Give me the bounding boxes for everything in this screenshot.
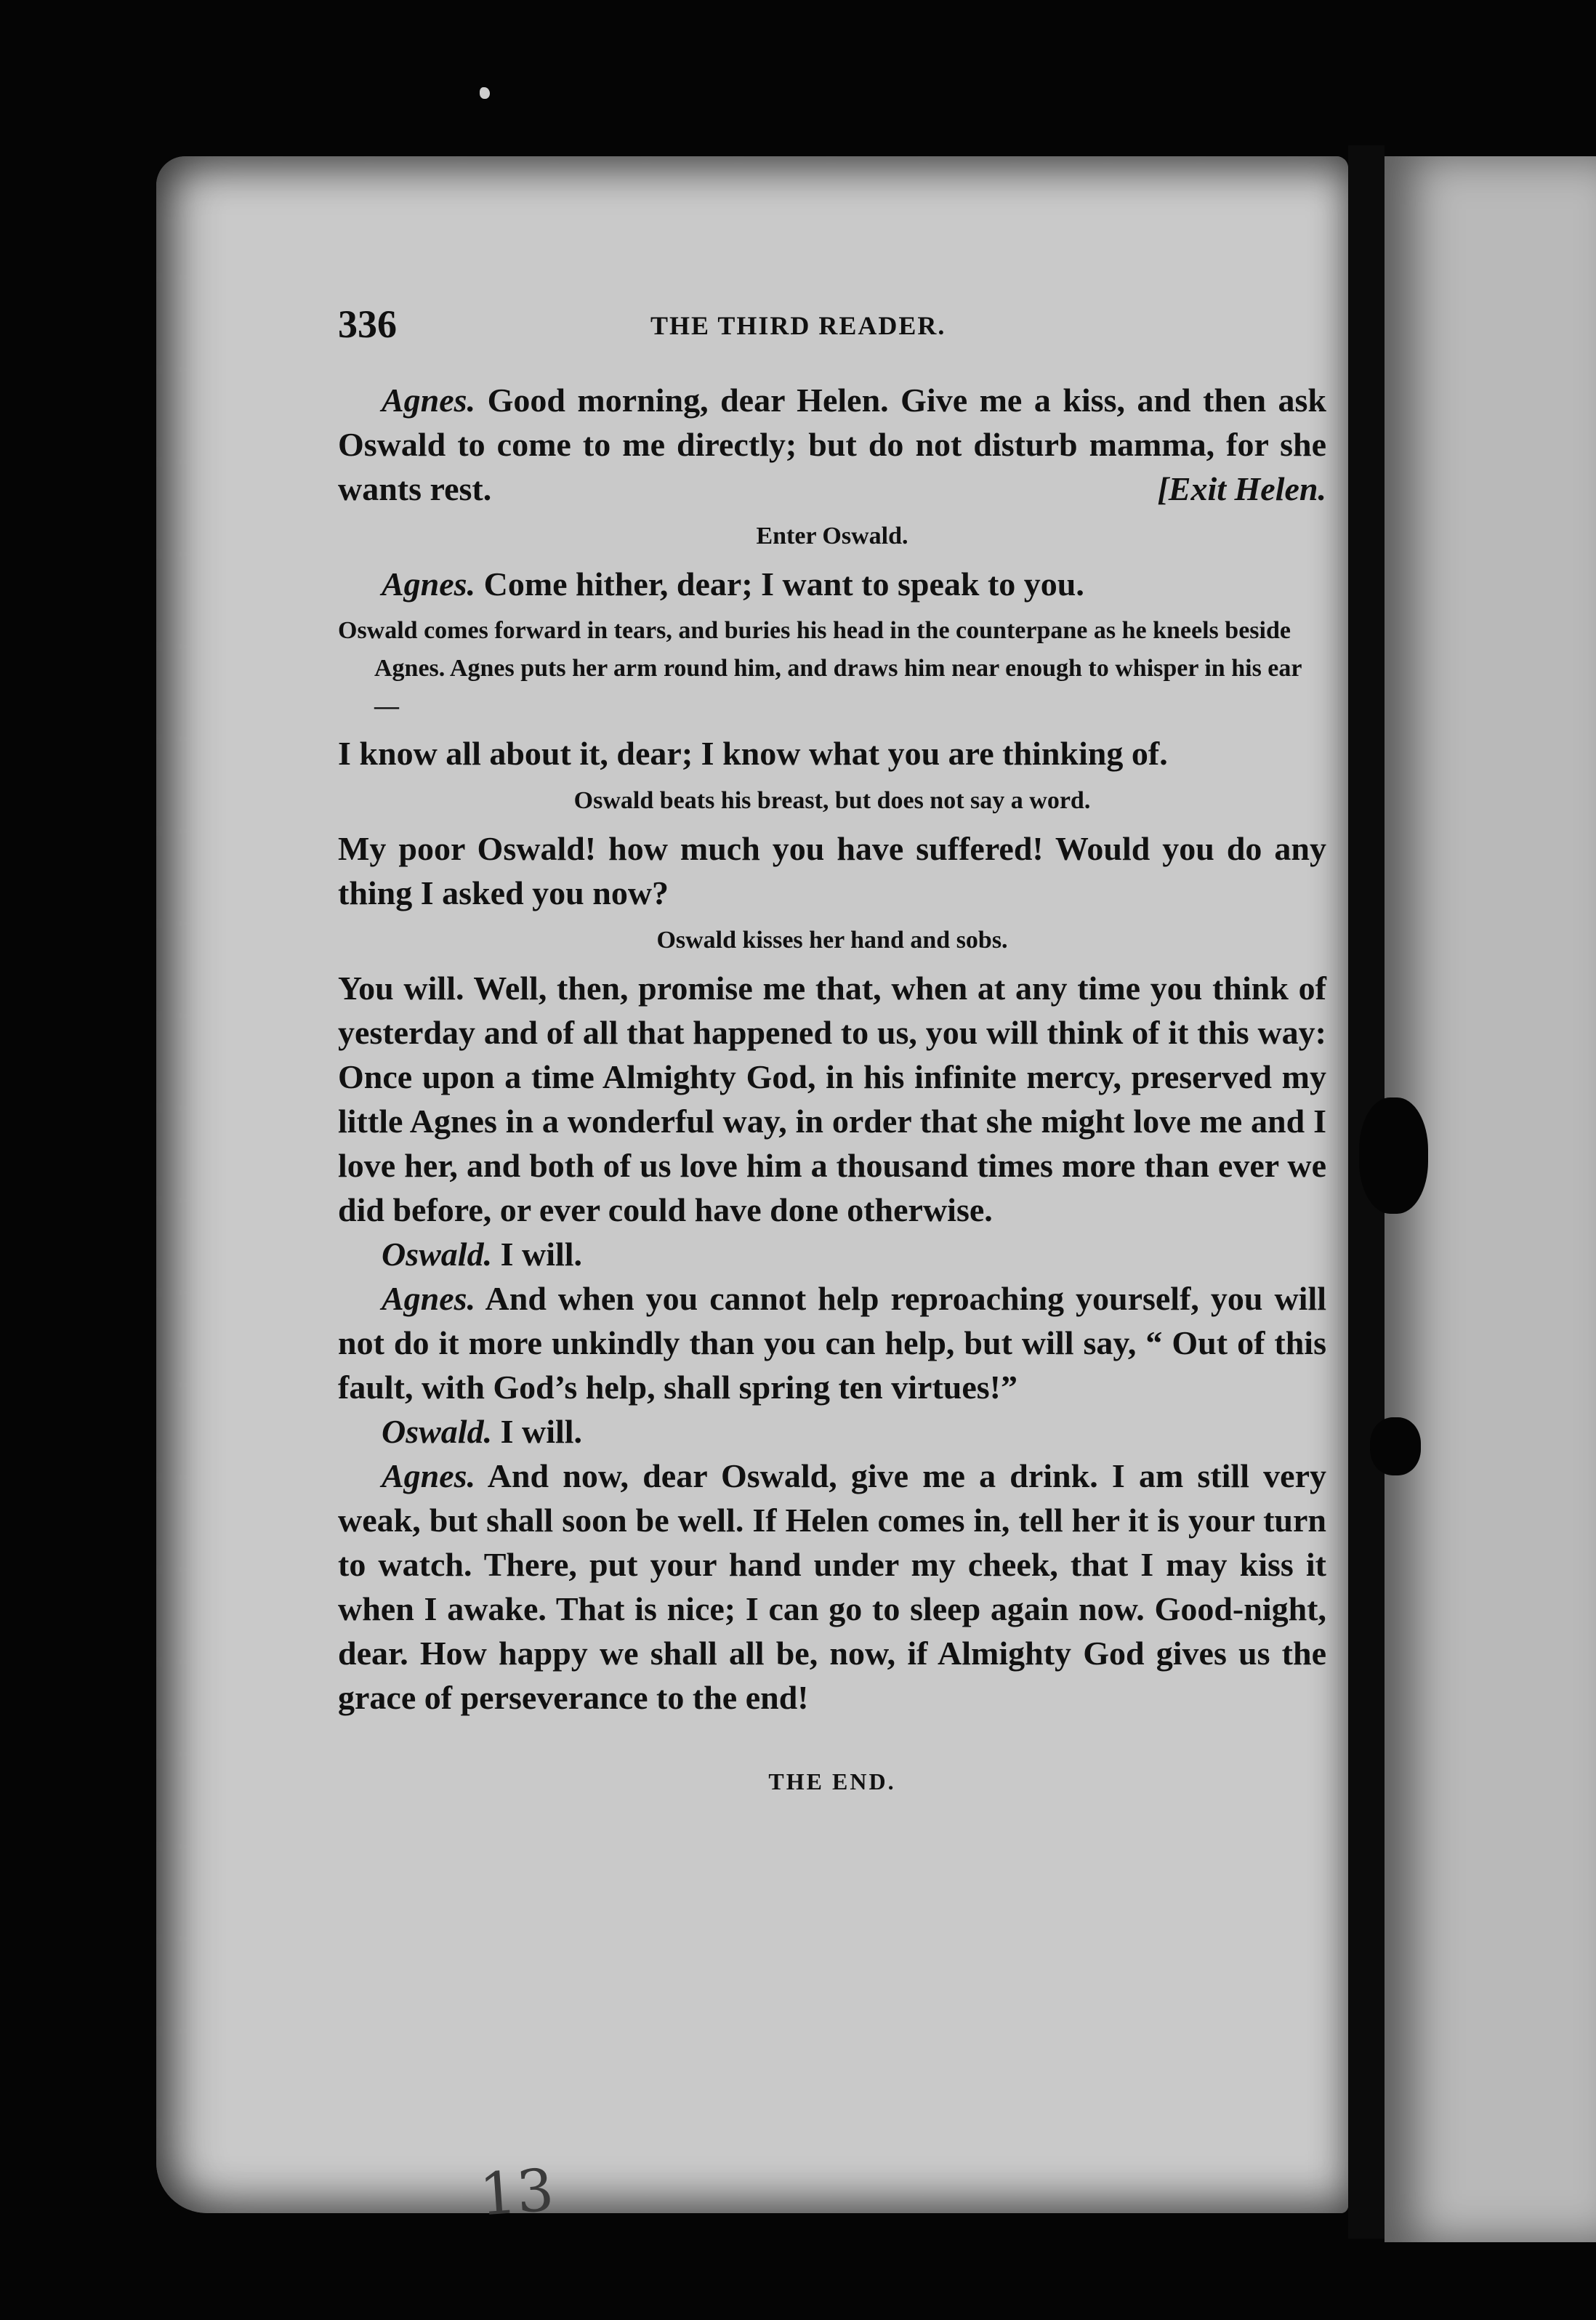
exit-direction: [Exit Helen. xyxy=(1157,470,1326,507)
dialogue-text: Good morning, dear Helen. Give me a kiss, and then ask Oswald to come to me directly; but do not disturb mamma, for she wants rest. xyxy=(338,382,1326,507)
stage-direction: Oswald beats his breast, but does not say a word. xyxy=(573,787,1091,814)
paragraph: You will. Well, then, promise me that, when at any time you think of yesterday and of all that happened to us, you will think of it this way: Once upon a time Almighty God, in his infinite mercy, preserved my little Agnes in a wonderful way, in order that she might love me and I love her, and both of us love him a thousand times more than ever we did before, or ever could have done otherwise. xyxy=(338,970,1326,1228)
stage-direction: Oswald kisses her hand and sobs. xyxy=(656,927,1008,954)
scan-speck xyxy=(480,87,490,99)
paragraph xyxy=(338,378,1326,511)
ink-blot xyxy=(1359,1097,1428,1214)
dialogue-text: I will. xyxy=(492,1236,583,1273)
stage-direction: Oswald comes forward in tears, and buries his head in the counterpane as he kneels beside Agnes. Agnes puts her arm round him, and draws him near enough to whisper in his ear— xyxy=(338,617,1302,720)
paragraph: My poor Oswald! how much you have suffered! Would you do any thing I asked you now? xyxy=(338,830,1326,911)
speaker-name: Agnes. xyxy=(382,565,476,603)
paragraph: I know all about it, dear; I know what you are thinking of. xyxy=(338,735,1168,772)
page-number: 336 xyxy=(338,302,397,346)
running-head: THE THIRD READER. xyxy=(650,311,946,340)
speaker-name: Oswald. xyxy=(382,1236,493,1273)
speaker-name: Agnes. xyxy=(382,1280,476,1317)
the-end-label: THE END. xyxy=(768,1768,896,1795)
ink-blot xyxy=(1370,1417,1421,1475)
dialogue-text: And now, dear Oswald, give me a drink. I am still very weak, but shall soon be well. If Helen comes in, tell her it is your turn to watch. There, put your hand under my cheek, that I may kiss it when I awake. That is nice; I can go to sleep again now. Good-night, dear. How happy we shall all be, now, if Almighty God gives us the grace of perseverance to the end! xyxy=(338,1457,1326,1716)
dialogue-text: I will. xyxy=(492,1413,583,1450)
pencil-mark: 13 xyxy=(477,2156,556,2229)
page-header xyxy=(338,302,1341,353)
paragraph xyxy=(338,1454,1326,1720)
dialogue-text: And when you cannot help reproaching yourself, you will not do it more unkindly than you can help, but will say, “ Out of this fault, with God’s help, shall spring ten virtues!” xyxy=(338,1280,1326,1406)
speaker-name: Oswald. xyxy=(382,1413,493,1450)
paragraph xyxy=(338,1232,1326,1276)
speaker-name: Agnes. xyxy=(382,382,476,419)
paragraph xyxy=(338,1276,1326,1409)
dialogue-text: Come hither, dear; I want to speak to you. xyxy=(475,565,1084,603)
page-body xyxy=(338,378,1326,1800)
paragraph xyxy=(338,562,1326,606)
paragraph xyxy=(338,1409,1326,1454)
stage-direction: Enter Oswald. xyxy=(756,523,908,549)
speaker-name: Agnes. xyxy=(382,1457,476,1494)
